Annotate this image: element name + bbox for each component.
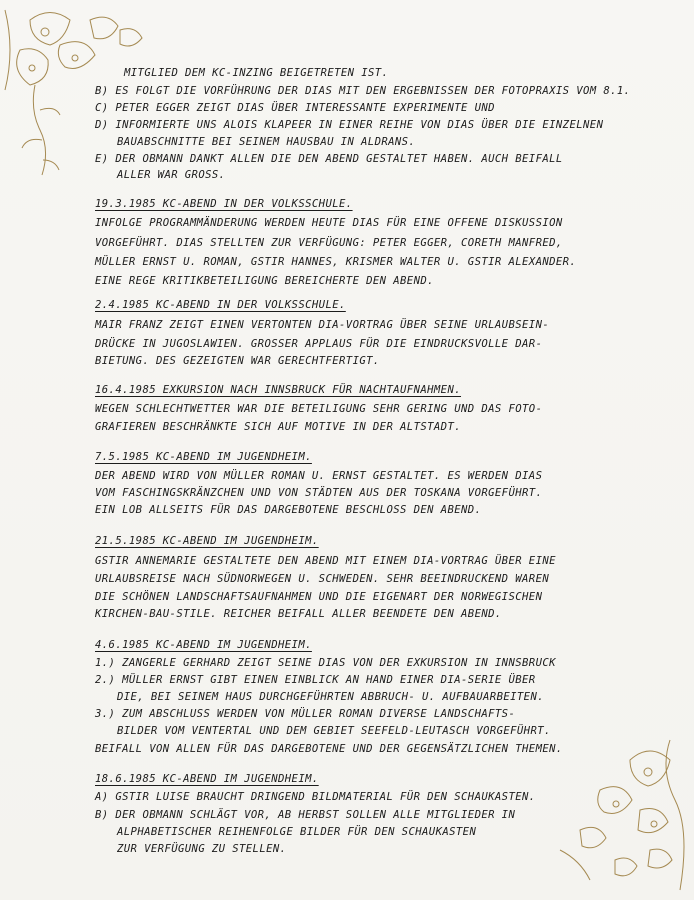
text-line: ALPHABETISCHER REIHENFOLGE BILDER FÜR DEN SCHAUKASTEN <box>117 826 477 838</box>
text-line: BEIFALL VON ALLEN FÜR DAS DARGEBOTENE UND DER GEGENSÄTZLICHEN THEMEN. <box>95 743 563 755</box>
text-line: 3.) ZUM ABSCHLUSS WERDEN VON MÜLLER ROMAN DIVERSE LANDSCHAFTS- <box>95 708 516 720</box>
section-heading: 19.3.1985 KC-ABEND IN DER VOLKSSCHULE. <box>95 198 353 210</box>
text-line: B) DER OBMANN SCHLÄGT VOR, AB HERBST SOLLEN ALLE MITGLIEDER IN <box>95 809 516 821</box>
text-line: D) INFORMIERTE UNS ALOIS KLAPEER IN EINER REIHE VON DIAS ÜBER DIE EINZELNEN <box>95 119 604 131</box>
text-line: ZUR VERFÜGUNG ZU STELLEN. <box>117 843 287 855</box>
text-line: 2.) MÜLLER ERNST GIBT EINEN EINBLICK AN HAND EINER DIA-SERIE ÜBER <box>95 674 536 686</box>
text-line: VOM FASCHINGSKRÄNZCHEN UND VON STÄDTEN AUS DER TOSKANA VORGEFÜHRT. <box>95 487 543 499</box>
text-line: ALLER WAR GROSS. <box>117 169 226 181</box>
section-heading: 4.6.1985 KC-ABEND IM JUGENDHEIM. <box>95 639 312 651</box>
section-heading: 2.4.1985 KC-ABEND IN DER VOLKSSCHULE. <box>95 299 346 311</box>
text-line: BAUABSCHNITTE BEI SEINEM HAUSBAU IN ALDRANS. <box>117 136 416 148</box>
text-line: B) ES FOLGT DIE VORFÜHRUNG DER DIAS MIT DEN ERGEBNISSEN DER FOTOPRAXIS VOM 8.1. <box>95 85 631 97</box>
text-line: MITGLIED DEM KC-INZING BEIGETRETEN IST. <box>124 67 389 79</box>
text-line: DIE, BEI SEINEM HAUS DURCHGEFÜHRTEN ABBRUCH- U. AUFBAUARBEITEN. <box>117 691 545 703</box>
text-line: BIETUNG. DES GEZEIGTEN WAR GERECHTFERTIGT. <box>95 355 380 367</box>
text-line: 1.) ZANGERLE GERHARD ZEIGT SEINE DIAS VON DER EXKURSION IN INNSBRUCK <box>95 657 556 669</box>
text-line: GRAFIEREN BESCHRÄNKTE SICH AUF MOTIVE IN DER ALTSTADT. <box>95 421 462 433</box>
text-line: EIN LOB ALLSEITS FÜR DAS DARGEBOTENE BESCHLOSS DEN ABEND. <box>95 504 482 516</box>
text-line: C) PETER EGGER ZEIGT DIAS ÜBER INTERESSANTE EXPERIMENTE UND <box>95 102 495 114</box>
text-line: DRÜCKE IN JUGOSLAWIEN. GROSSER APPLAUS FÜR DIE EINDRUCKSVOLLE DAR- <box>95 338 543 350</box>
text-line: E) DER OBMANN DANKT ALLEN DIE DEN ABEND GESTALTET HABEN. AUCH BEIFALL <box>95 153 563 165</box>
text-line: EINE REGE KRITIKBETEILIGUNG BEREICHERTE DEN ABEND. <box>95 275 434 287</box>
text-line: GSTIR ANNEMARIE GESTALTETE DEN ABEND MIT EINEM DIA-VORTRAG ÜBER EINE <box>95 555 556 567</box>
text-line: MÜLLER ERNST U. ROMAN, GSTIR HANNES, KRISMER WALTER U. GSTIR ALEXANDER. <box>95 256 577 268</box>
text-line: BILDER VOM VENTERTAL UND DEM GEBIET SEEFELD-LEUTASCH VORGEFÜHRT. <box>117 725 551 737</box>
text-line: VORGEFÜHRT. DIAS STELLTEN ZUR VERFÜGUNG: PETER EGGER, CORETH MANFRED, <box>95 237 563 249</box>
text-line: A) GSTIR LUISE BRAUCHT DRINGEND BILDMATERIAL FÜR DEN SCHAUKASTEN. <box>95 791 536 803</box>
text-line: INFOLGE PROGRAMMÄNDERUNG WERDEN HEUTE DIAS FÜR EINE OFFENE DISKUSSION <box>95 217 563 229</box>
text-line: WEGEN SCHLECHTWETTER WAR DIE BETEILIGUNG SEHR GERING UND DAS FOTO- <box>95 403 543 415</box>
text-line: URLAUBSREISE NACH SÜDNORWEGEN U. SCHWEDEN. SEHR BEEINDRUCKEND WAREN <box>95 573 550 585</box>
section-heading: 18.6.1985 KC-ABEND IM JUGENDHEIM. <box>95 773 319 785</box>
text-line: MAIR FRANZ ZEIGT EINEN VERTONTEN DIA-VORTRAG ÜBER SEINE URLAUBSEIN- <box>95 319 550 331</box>
text-line: KIRCHEN-BAU-STILE. REICHER BEIFALL ALLER BEENDETE DEN ABEND. <box>95 608 502 620</box>
section-heading: 16.4.1985 EXKURSION NACH INNSBRUCK FÜR NACHTAUFNAHMEN. <box>95 384 462 396</box>
section-heading: 21.5.1985 KC-ABEND IM JUGENDHEIM. <box>95 535 319 547</box>
text-line: DER ABEND WIRD VON MÜLLER ROMAN U. ERNST GESTALTET. ES WERDEN DIAS <box>95 470 543 482</box>
section-heading: 7.5.1985 KC-ABEND IM JUGENDHEIM. <box>95 451 312 463</box>
text-line: DIE SCHÖNEN LANDSCHAFTSAUFNAHMEN UND DIE EIGENART DER NORWEGISCHEN <box>95 591 543 603</box>
